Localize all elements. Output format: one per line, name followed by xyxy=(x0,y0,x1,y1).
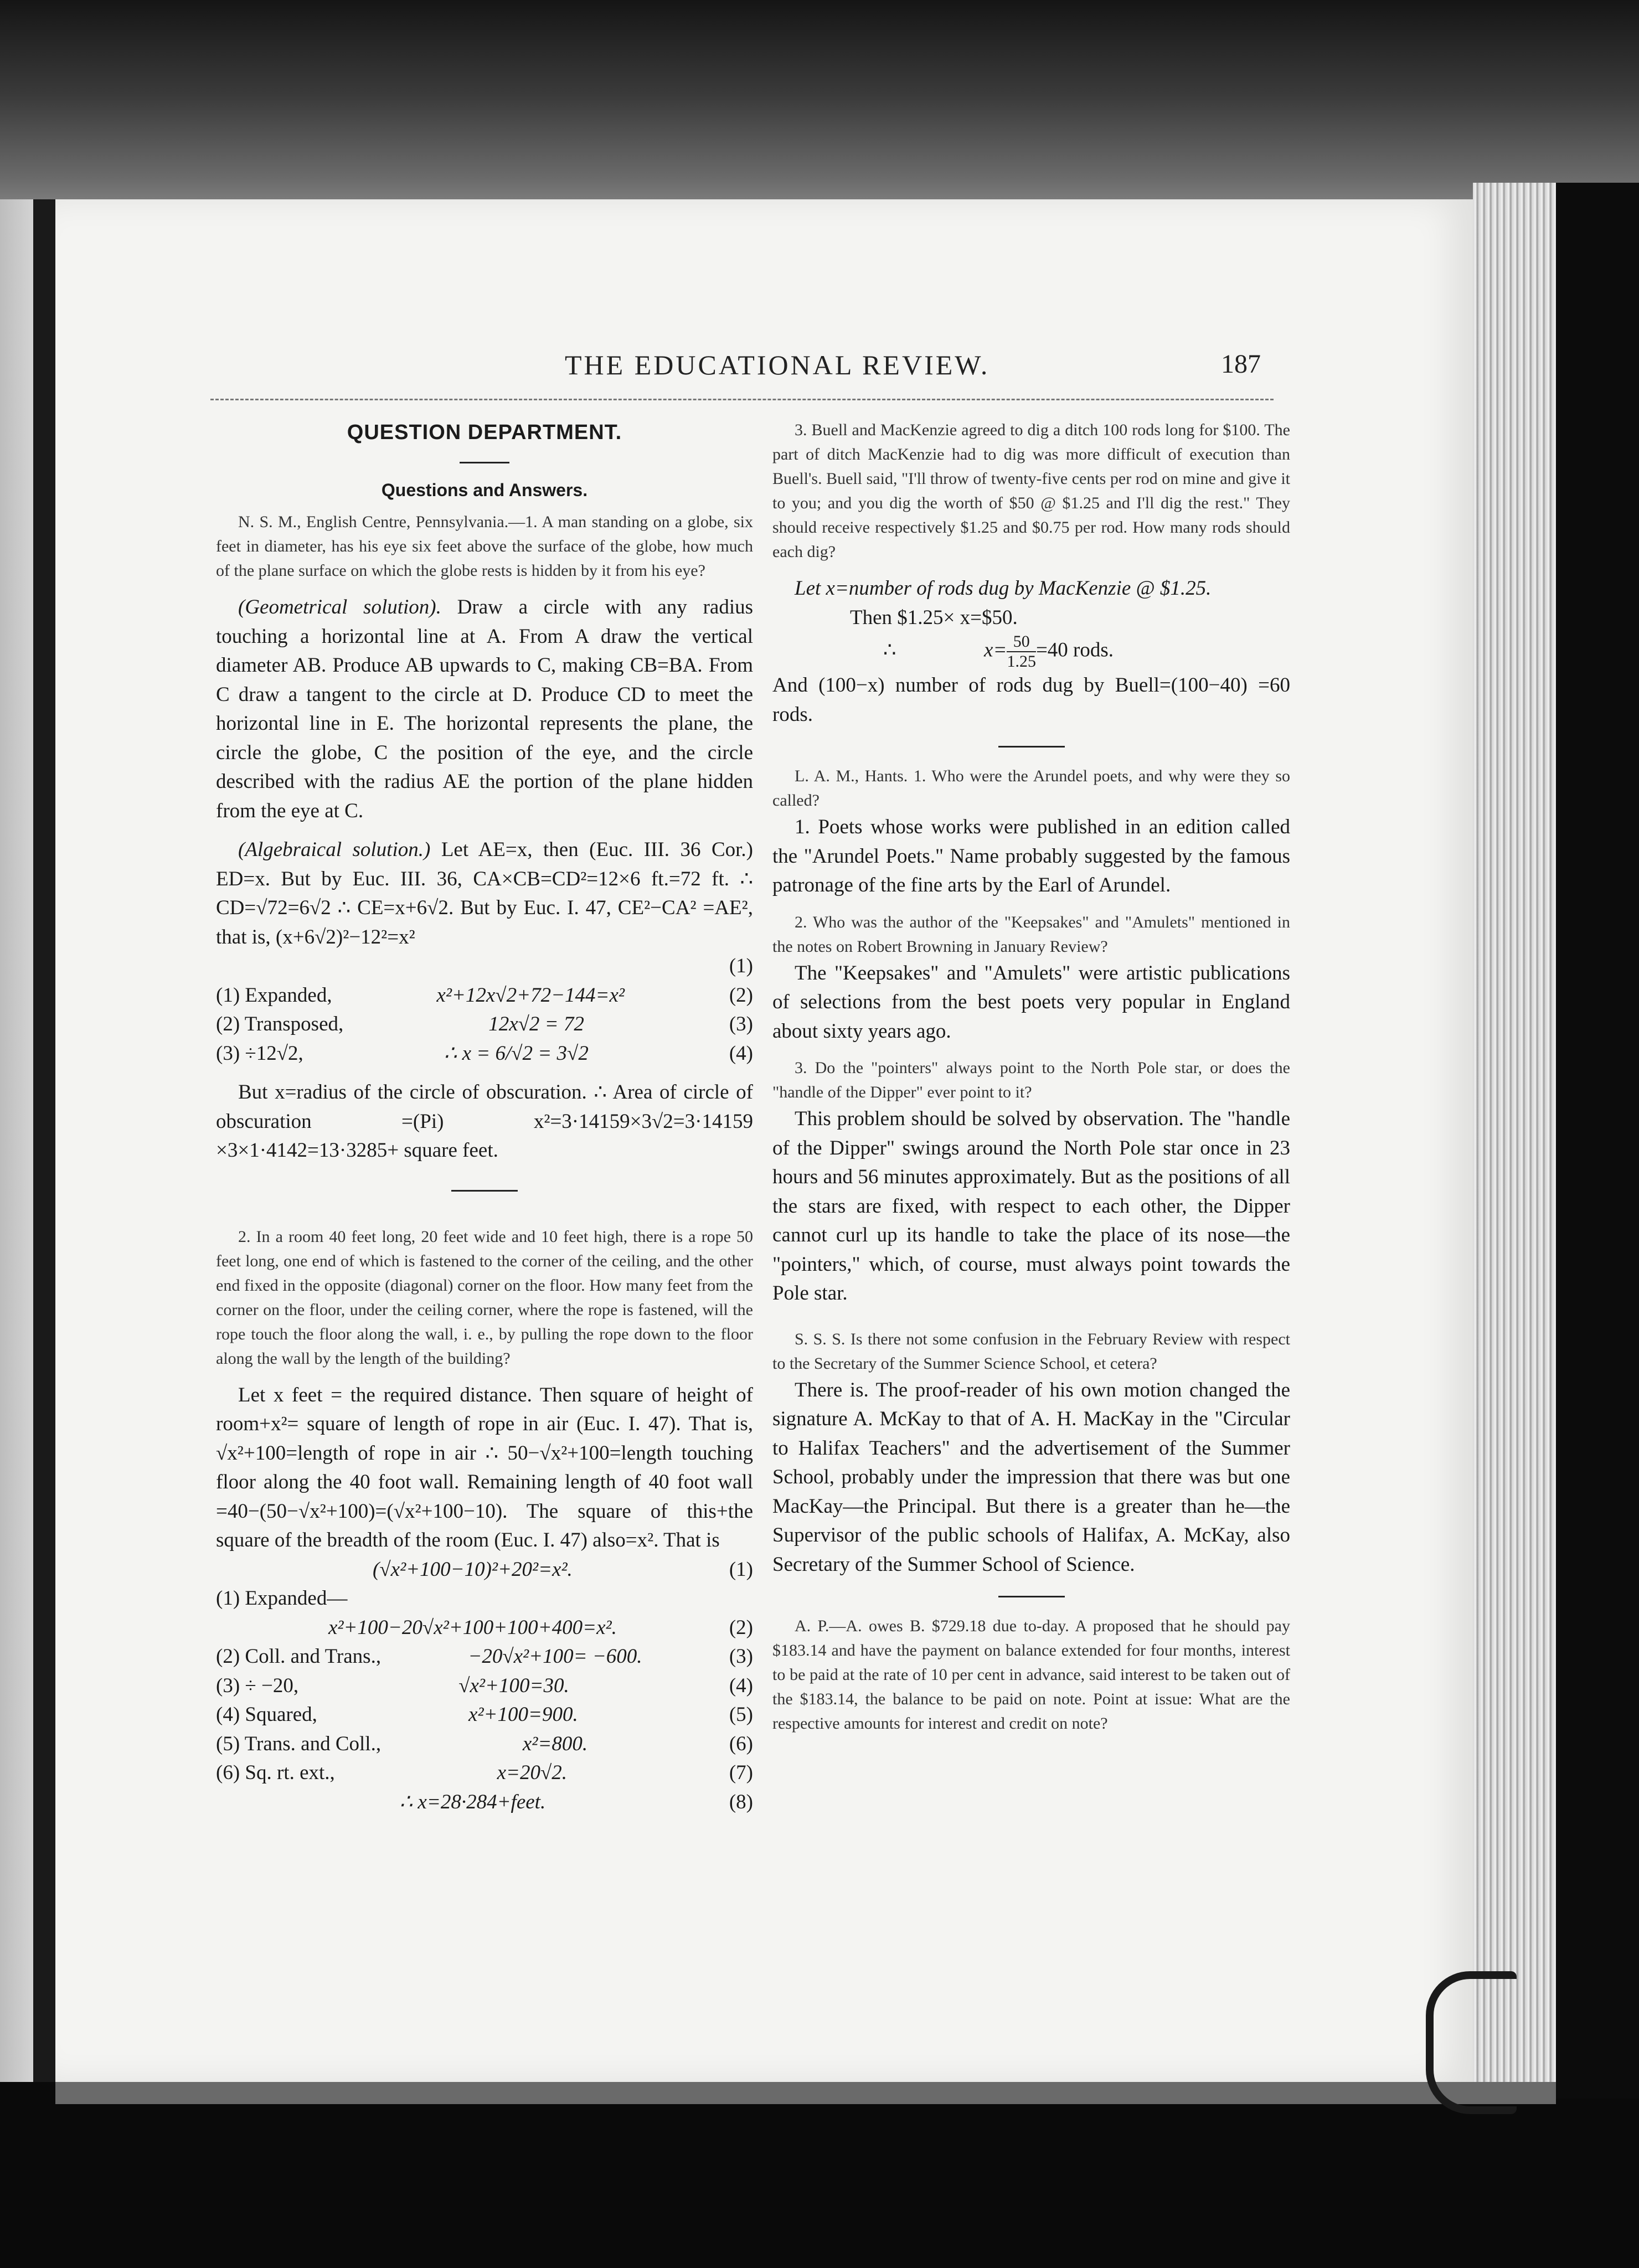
solution-3-line-4: And (100−x) number of rods dug by Buell=(100−40) =60 rods. xyxy=(772,674,1290,726)
algebraic-text: Let AE=x, then (Euc. III. 36 Cor.) ED=x. But by Euc. III. 36, CA×CB=CD²=12×6 ft.=72 ft. ∴ CD=√72=6√2 ∴ CE=x+6√2. But by Euc. I. 47, CE²−CA² =AE², that is, (x+6√2)²−12²=x² xyxy=(216,838,753,949)
equation-row: (2) Transposed, 12x√2 = 72 (3) xyxy=(216,1013,753,1035)
solution-3-line-2: Then $1.25× x=$50. xyxy=(850,606,1018,629)
section-title: QUESTION DEPARTMENT. xyxy=(347,421,622,444)
title-rule xyxy=(460,462,509,463)
running-head: THE EDUCATIONAL REVIEW. xyxy=(565,349,990,380)
solution-2: Let x feet = the required distance. Then square of height of room+x²= square of length of rope in air (Euc. I. 47). That is, √x²+100=length of rope in air ∴ 50−√x²+100=length touching floor along the 40 foot wall. Remaining length of 40 foot wall =40−(50−√x²+100)=(√x²+100−10). The square of this+the square of the breadth of the room (Euc. I. 47) also=x². That is xyxy=(216,1383,753,1551)
equation-row: (4) Squared, x²+100=900. (5) xyxy=(216,1703,753,1726)
question-1: N. S. M., English Centre, Pennsylvania.—1. A man standing on a globe, six feet in diameter, has his eye six feet above the surface of the globe, how much of the plane surface on which the globe rests is hidden by it from his eye? xyxy=(216,513,753,580)
solution-3-line-1: Let x=number of rods dug by MacKenzie @ $1.25. xyxy=(795,577,1212,600)
area-result: But x=radius of the circle of obscuration. ∴ Area of circle of obscuration =(Pi) x²=3·14159×3√2=3·14159 ×3×1·4142=13·3285+ square feet. xyxy=(216,1081,753,1162)
binding-gutter xyxy=(33,199,55,2082)
question-6: 3. Do the "pointers" always point to the North Pole star, or does the "handle of the Dipper" ever point to it? xyxy=(772,1059,1290,1101)
answer-7: There is. The proof-reader of his own motion changed the signature A. McKay to that of A. H. MacKay in the "Circular to Halifax Teachers" and the advertisement of the Summer School, probably under the impression that there was but one MacKay—the Principal. But there is a greater than he—the Supervisor of the public schools of Halifax, A. McKay, also Secretary of the Summer School of Science. xyxy=(772,1378,1290,1576)
equation-row: (1) Expanded, x²+12x√2+72−144=x² (2) xyxy=(216,983,753,1007)
fraction: $\frac{50}{1.25}$ xyxy=(1007,632,1036,671)
answer-4: 1. Poets whose works were published in an edition called the "Arundel Poets." Name probably suggested by the famous patronage of the fine arts by the Earl of Arundel. xyxy=(772,816,1290,896)
geometric-label: (Geometrical solution). xyxy=(238,596,441,618)
divider-rule xyxy=(998,746,1065,748)
header-rule xyxy=(210,399,1274,400)
question-3: 3. Buell and MacKenzie agreed to dig a ditch 100 rods long for $100. The part of ditch MacKenzie had to dig was more difficult of execution than Buell's. Buell said, "I'll throw of twenty-five cents per rod on mine and give it to you; and you dig the worth of $50 @ $1.25 and I'll dig the rest." They should receive respectively $1.25 and $0.75 per rod. How many rods should each dig? xyxy=(772,421,1290,561)
book-clip xyxy=(1426,1971,1517,2114)
question-5: 2. Who was the author of the "Keepsakes" and "Amulets" mentioned in the notes on Robert Browning in January Review? xyxy=(772,913,1290,956)
question-7: S. S. S. Is there not some confusion in the February Review with respect to the Secretary of the Summer Science School, et cetera? xyxy=(772,1329,1290,1373)
section-subtitle: Questions and Answers. xyxy=(381,480,588,500)
equation-row: (3) ÷ −20, √x²+100=30. (4) xyxy=(216,1674,753,1697)
page-number: 187 xyxy=(1221,349,1261,379)
equation-row: (5) Trans. and Coll., x²=800. (6) xyxy=(216,1732,753,1755)
solution-3-fraction-line: ∴ x= $\frac{50}{1.25}$ =40 rods. xyxy=(883,632,1114,671)
geometric-solution xyxy=(216,593,753,826)
equation-row: ∴ x=28·284+feet. (8) xyxy=(399,1790,753,1813)
equation-row: (1) Expanded— xyxy=(216,1587,348,1610)
page-bottom-edge xyxy=(55,2082,1556,2104)
left-column xyxy=(216,418,753,1817)
equation-row: (1) xyxy=(729,955,753,977)
equation-row: (6) Sq. rt. ext., x=20√2. (7) xyxy=(216,1761,753,1784)
algebraic-label: (Algebraical solution.) xyxy=(238,838,431,861)
equation-row: (√x²+100−10)²+20²=x². (1) xyxy=(373,1558,753,1581)
answer-6: This problem should be solved by observation. The "handle of the Dipper" swings around the North Pole star once in 23 hours and 56 minutes approximately. But as the positions of all the stars are fixed, with respect to each other, the Dipper cannot curl up its handle to take the place of its nose—the "pointers," which, of course, must always point towards the Pole star. xyxy=(772,1107,1290,1305)
divider-rule xyxy=(998,1596,1065,1597)
page-stack-edge xyxy=(1473,183,1556,2099)
question-8: A. P.—A. owes B. $729.18 due to-day. A proposed that he should pay $183.14 and have the payment on balance extended for four months, interest to be paid at the rate of 10 per cent in advance, said interest to be taken out of the $183.14, the balance to be paid on note. Point at issue: What are the respective amounts for interest and credit on note? xyxy=(772,1617,1290,1733)
right-column xyxy=(772,418,1290,1736)
answer-5: The "Keepsakes" and "Amulets" were artistic publications of selections from the best poets very popular in England about sixty years ago. xyxy=(772,961,1290,1043)
equation-row: x²+100−20√x²+100+100+400=x². (2) xyxy=(328,1616,753,1639)
geometric-text: Draw a circle with any radius touching a horizontal line at A. From A draw the vertical diameter AB. Produce AB upwards to C, making CB=BA. From C draw a tangent to the circle at D. Produce CD to meet the horizontal line in E. The horizontal represents the plane, the circle the globe, C the position of the eye, and the circle described with the radius AE the portion of the plane hidden from the eye at C. xyxy=(216,596,754,822)
scan-right-background xyxy=(1556,183,1639,2099)
equation-row: (3) ÷12√2, ∴ x = 6/√2 = 3√2 (4) xyxy=(216,1042,753,1065)
equation-row: (2) Coll. and Trans., −20√x²+100= −600. (3) xyxy=(216,1645,753,1668)
question-4: L. A. M., Hants. 1. Who were the Arundel poets, and why were they so called? xyxy=(772,767,1290,810)
algebraic-solution xyxy=(216,836,753,952)
divider-rule xyxy=(451,1190,518,1192)
question-2: 2. In a room 40 feet long, 20 feet wide and 10 feet high, there is a rope 50 feet long, one end of which is fastened to the corner of the ceiling, and the other end fixed in the opposite (diagonal) corner on the floor. How many feet from the corner on the floor, under the ceiling corner, where the rope is fastened, will the rope touch the floor along the wall, i. e., by pulling the rope down to the floor along the wall by the length of the building? xyxy=(216,1227,753,1368)
